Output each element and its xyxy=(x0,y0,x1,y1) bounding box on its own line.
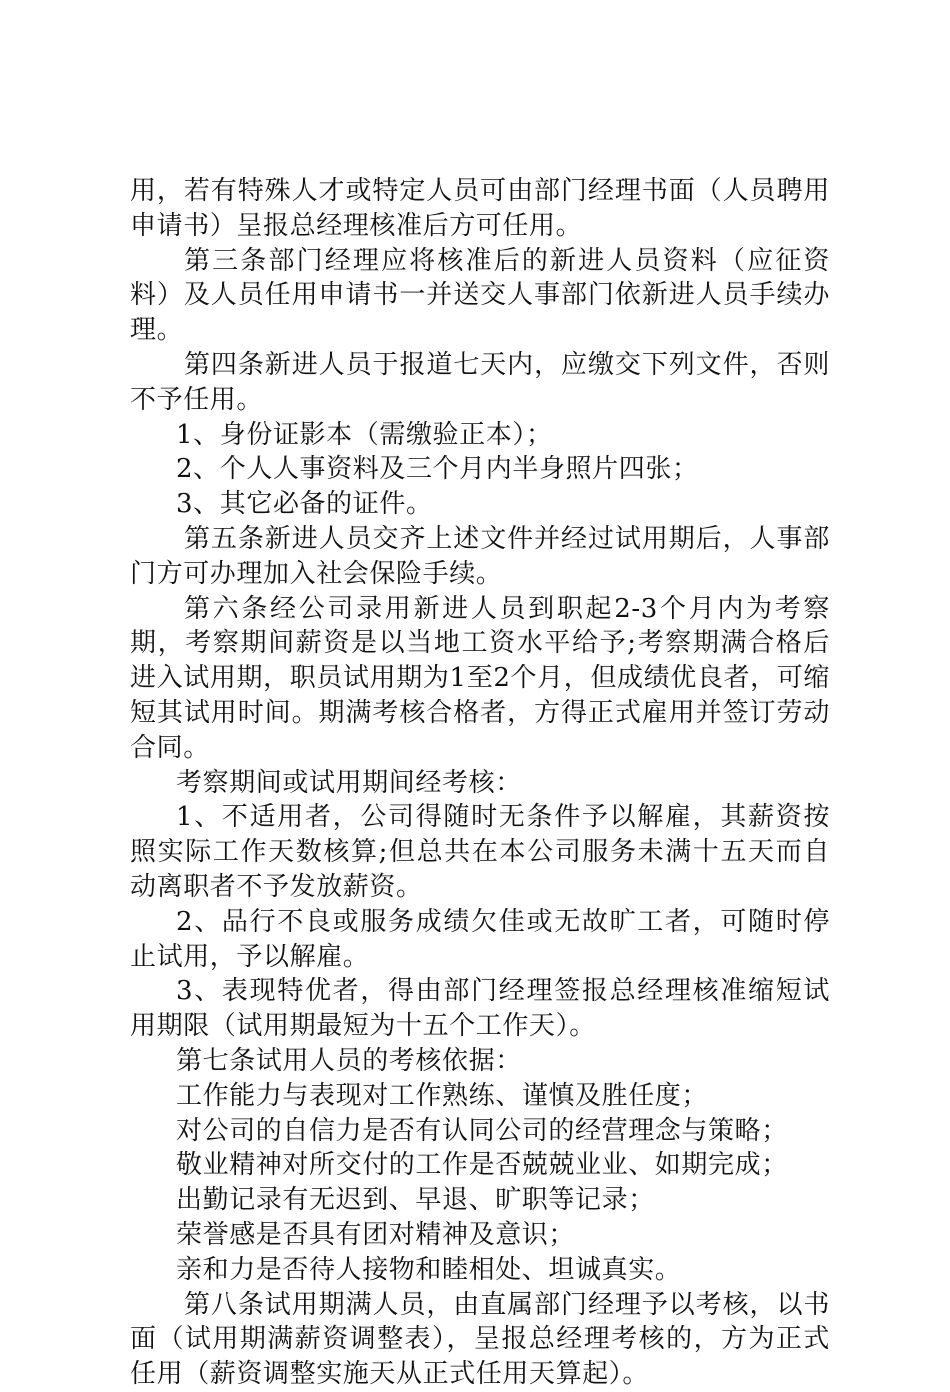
assessment-item-3: 3、表现特优者，得由部门经理签报总经理核准缩短试用期限（试用期最短为十五个工作天）。 xyxy=(130,976,830,1042)
paragraph-continued: 用，若有特殊人才或特定人员可由部门经理书面（人员聘用申请书）呈报总经理核准后方可任用。 xyxy=(130,176,830,241)
criterion-dedication: 敬业精神对所交付的工作是否兢兢业业、如期完成； xyxy=(176,1150,788,1181)
assessment-item-2: 2、品行不良或服务成绩欠佳或无故旷工者，可随时停止试用，予以解雇。 xyxy=(130,906,830,972)
criterion-honor: 荣誉感是否具有团对精神及意识； xyxy=(176,1219,576,1250)
article-4-item-3: 3、其它必备的证件。 xyxy=(176,489,433,520)
article-6: 第六条经公司录用新进人员到职起2-3个月内为考察期，考察期间薪资是以当地工资水平给予;考察期满合格后进入试用期，职员试用期为1至2个月，但成绩优良者，可缩短其试用时间。期满考核合格者，方得正式雇用并签订劳动合同。 xyxy=(130,593,830,763)
article-4-item-1: 1、身份证影本（需缴验正本）； xyxy=(176,419,553,450)
article-8: 第八条试用期满人员，由直属部门经理予以考核，以书面（试用期满薪资调整表），呈报总经理考核的，方为正式任用（薪资调整实施天从正式任用天算起）。 xyxy=(130,1289,830,1390)
criterion-confidence: 对公司的自信力是否有认同公司的经营理念与策略； xyxy=(176,1115,788,1146)
criterion-affinity: 亲和力是否待人接物和睦相处、坦诚真实。 xyxy=(176,1254,682,1285)
article-3: 第三条部门经理应将核准后的新进人员资料（应征资料）及人员任用申请书一并送交人事部门依新进人员手续办理。 xyxy=(130,245,830,346)
criterion-ability: 工作能力与表现对工作熟练、谨慎及胜任度； xyxy=(176,1080,709,1111)
document-page xyxy=(130,174,830,1392)
assessment-item-1: 1、不适用者，公司得随时无条件予以解雇，其薪资按照实际工作天数核算;但总共在本公司服务未满十五天而自动离职者不予发放薪资。 xyxy=(130,802,830,902)
criterion-attendance: 出勤记录有无迟到、早退、旷职等记录； xyxy=(176,1185,655,1216)
article-5: 第五条新进人员交齐上述文件并经过试用期后，人事部门方可办理加入社会保险手续。 xyxy=(130,523,830,589)
article-4: 第四条新进人员于报道七天内，应缴交下列文件，否则不予任用。 xyxy=(130,349,830,415)
article-7: 第七条试用人员的考核依据： xyxy=(176,1045,522,1076)
assessment-intro: 考察期间或试用期间经考核： xyxy=(176,767,522,798)
article-4-item-2: 2、个人人事资料及三个月内半身照片四张； xyxy=(176,454,699,485)
